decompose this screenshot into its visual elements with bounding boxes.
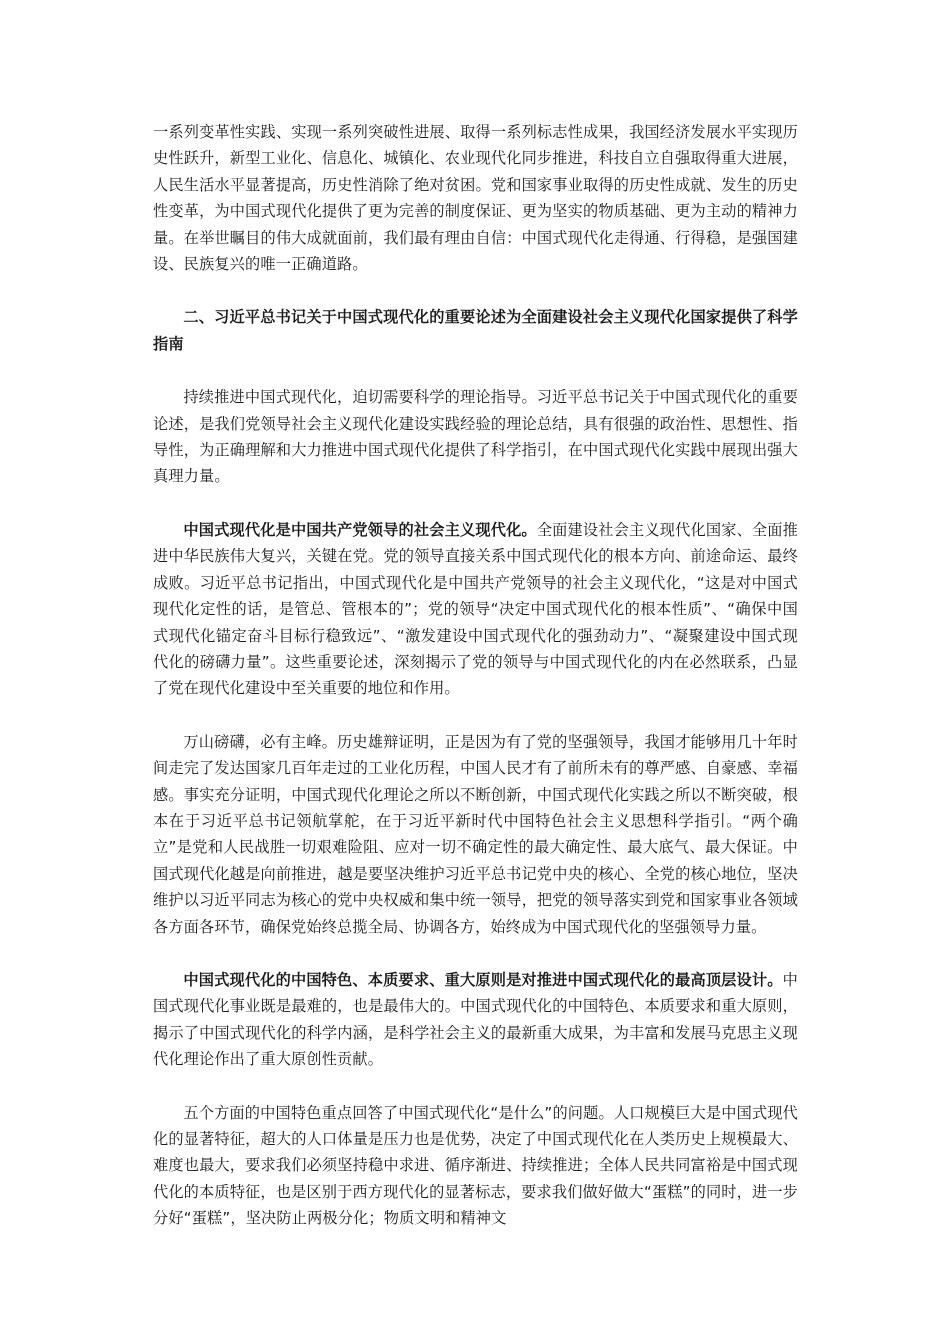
paragraph-gap	[153, 490, 798, 517]
paragraph-gap	[153, 702, 798, 729]
paragraph-five-features: 五个方面的中国特色重点回答了中国式现代化“是什么”的问题。人口规模巨大是中国式现代化的显著特征，超大的人口体量是压力也是优势，决定了中国式现代化在人类历史上规模最大、难度也最大，要求我们必须坚持稳中求进、循序渐进、持续推进；全体人民共同富裕是中国式现代化的本质特征，也是区别于西方现代化的显著标志，要求我们做好做大“蛋糕”的同时，进一步分好“蛋糕”，坚决防止两极分化；物质文明和精神文	[153, 1103, 798, 1228]
paragraph-gap	[153, 940, 798, 967]
document-body	[153, 119, 798, 1232]
paragraph-top-design	[153, 967, 798, 1073]
paragraph-gap	[153, 1073, 798, 1100]
paragraph-text: 中国式现代化事业既是最难的，也是最伟大的。中国式现代化的中国特色、本质要求和重大原则，揭示了中国式现代化的科学内涵，是科学社会主义的最新重大成果，为丰富和发展马克思主义现代化理论作出了重大原创性贡献。	[153, 970, 798, 1069]
paragraph-gap	[153, 277, 798, 304]
paragraph-party-leadership	[153, 517, 798, 702]
paragraph-main-peak: 万山磅礴，必有主峰。历史雄辩证明，正是因为有了党的坚强领导，我国才能够用几十年时间走完了发达国家几百年走过的工业化历程，中国人民才有了前所未有的尊严感、自豪感、幸福感。事实充分证明，中国式现代化理论之所以不断创新，中国式现代化实践之所以不断突破，根本在于习近平总书记领航掌舵，在于习近平新时代中国特色社会主义思想科学指引。“两个确立”是党和人民战胜一切艰难险阻、应对一切不确定性的最大确定性、最大底气、最大保证。中国式现代化越是向前推进，越是要坚决维护习近平总书记党中央的核心、全党的核心地位，坚决维护以习近平同志为核心的党中央权威和集中统一领导，把党的领导落实到党和国家事业各领域各方面各环节，确保党始终总揽全局、协调各方，始终成为中国式现代化的坚强领导力量。	[153, 732, 798, 936]
paragraph-gap	[153, 357, 798, 384]
paragraph-text: 全面建设社会主义现代化国家、全面推进中华民族伟大复兴，关键在党。党的领导直接关系中国式现代化的根本方向、前途命运、最终成败。习近平总书记指出，中国式现代化是中国共产党领导的社会主义现代化，“这是对中国式现代化定性的话，是管总、管根本的”；党的领导“决定中国式现代化的根本性质”、“确保中国式现代化锚定奋斗目标行稳致远”、“激发建设中国式现代化的强劲动力”、“凝聚建设中国式现代化的磅礴力量”。这些重要论述，深刻揭示了党的领导与中国式现代化的内在必然联系，凸显了党在现代化建设中至关重要的地位和作用。	[153, 520, 798, 698]
section-heading: 二、习近平总书记关于中国式现代化的重要论述为全面建设社会主义现代化国家提供了科学指南	[153, 308, 798, 353]
paragraph-lead-sentence: 中国式现代化的中国特色、本质要求、重大原则是对推进中国式现代化的最高顶层设计。	[183, 970, 783, 989]
paragraph-continuation: 一系列变革性实践、实现一系列突破性进展、取得一系列标志性成果，我国经济发展水平实现历史性跃升，新型工业化、信息化、城镇化、农业现代化同步推进，科技自立自强取得重大进展，人民生活水平显著提高，历史性消除了绝对贫困。党和国家事业取得的历史性成就、发生的历史性变革，为中国式现代化提供了更为完善的制度保证、更为坚实的物质基础、更为主动的精神力量。在举世瞩目的伟大成就面前，我们最有理由自信：中国式现代化走得通、行得稳，是强国建设、民族复兴的唯一正确道路。	[153, 123, 798, 274]
paragraph-lead-sentence: 中国式现代化是中国共产党领导的社会主义现代化。	[183, 520, 537, 539]
paragraph-theory-guidance: 持续推进中国式现代化，迫切需要科学的理论指导。习近平总书记关于中国式现代化的重要论述，是我们党领导社会主义现代化建设实践经验的理论总结，具有很强的政治性、思想性、指导性，为正确理解和大力推进中国式现代化提供了科学指引，在中国式现代化实践中展现出强大真理力量。	[153, 388, 798, 486]
